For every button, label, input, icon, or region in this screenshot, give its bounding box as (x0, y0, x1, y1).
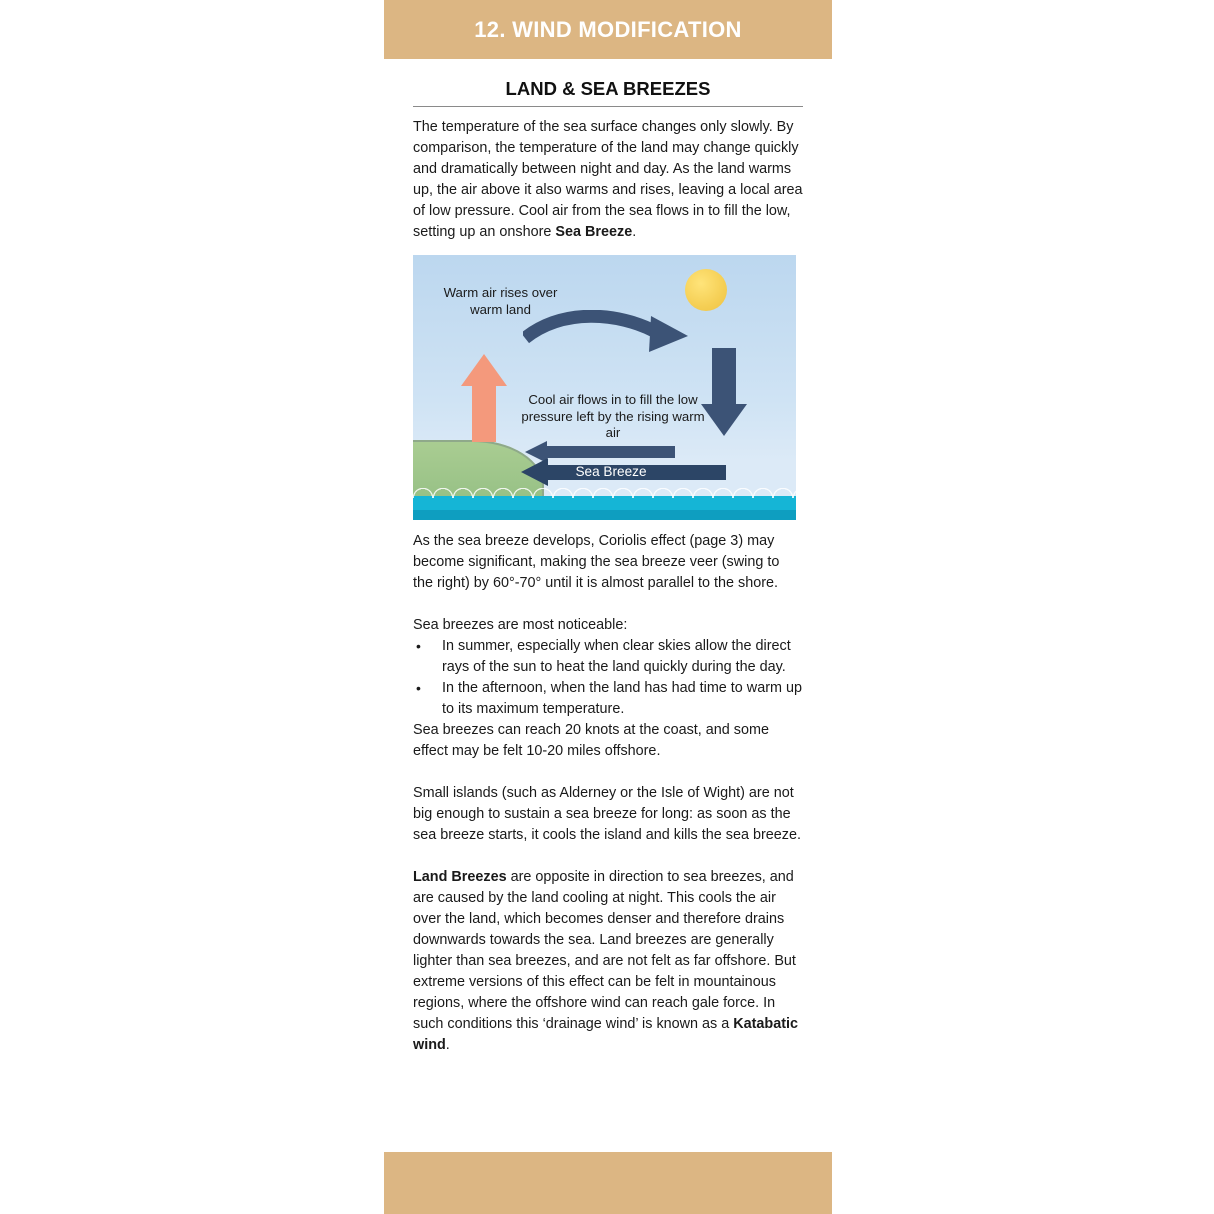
figure-land-sea-breeze-diagram (413, 255, 796, 520)
sun-icon (685, 269, 727, 311)
sea-breeze-term: Sea Breeze (555, 224, 633, 240)
intro-text-end: . (632, 224, 637, 240)
figure-label-cool-air: Cool air flows in to fill the low pressure left by the rising warm air (521, 392, 705, 440)
list-item-text: In the afternoon, when the land has had time to warm up to its maximum temperature. (442, 680, 802, 717)
wave-pattern (413, 488, 796, 498)
sea-breeze-conditions-list (413, 636, 803, 720)
footer-banner (384, 1152, 832, 1214)
land-breezes-term: Land Breezes (413, 869, 507, 885)
paragraph-coriolis: As the sea breeze develops, Coriolis effect (page 3) may become significant, making the sea breeze veer (swing to the right) by 60°-70° until it is almost parallel to the shore. (413, 533, 780, 591)
land-breezes-end: . (445, 1037, 450, 1053)
bullet-marker: • (416, 680, 421, 696)
page-content (384, 78, 832, 1056)
list-item (413, 636, 803, 678)
katabatic-wind-term: Katabatic wind (413, 1016, 799, 1053)
figure-label-sea-breeze: Sea Breeze (575, 464, 647, 479)
list-item-text: In summer, especially when clear skies allow the direct rays of the sun to heat the land quickly during the day. (442, 638, 791, 675)
chapter-banner (384, 0, 832, 59)
paragraph-noticeable-lead: Sea breezes are most noticeable: (413, 617, 628, 633)
chapter-title: 12. WIND MODIFICATION (474, 16, 742, 42)
paragraph-intro (413, 117, 803, 243)
land-breezes-text: are opposite in direction to sea breezes, and are caused by the land cooling at night. This cools the air over the land, which becomes denser and therefore drains downwards towards the sea. Land breezes are generally lighter than sea breezes, and are not felt as far offshore. But extreme versions of this effect can be felt in mountainous regions, where the offshore wind can reach gale force. In such conditions this ‘drainage wind’ is known as a (413, 869, 796, 1032)
list-item (413, 678, 803, 720)
paragraph-reach: Sea breezes can reach 20 knots at the coast, and some effect may be felt 10-20 miles offshore. (413, 722, 769, 759)
figure-label-warm-air: Warm air rises over warm land (443, 285, 558, 317)
page (384, 0, 832, 1214)
sea-deep-water (413, 510, 796, 520)
paragraph-small-islands: Small islands (such as Alderney or the Isle of Wight) are not big enough to sustain a sea breeze for long: as soon as the sea breeze starts, it cools the island and kills the sea breeze. (413, 785, 801, 843)
intro-text-part1: The temperature of the sea surface changes only slowly. By comparison, the temperature of the land may change quickly and dramatically between night and day. As the land warms up, the air above it also warms and rises, leaving a local area of low pressure. Cool air from the sea flows in to fill the low, setting up an onshore (413, 119, 803, 240)
warm-air-rising-arrow (461, 354, 507, 442)
section-title: LAND & SEA BREEZES (505, 78, 711, 99)
bullet-marker: • (416, 638, 421, 654)
title-divider (413, 106, 803, 107)
paragraph-land-breezes (413, 867, 803, 1056)
upper-air-flow-arrow (523, 310, 698, 370)
